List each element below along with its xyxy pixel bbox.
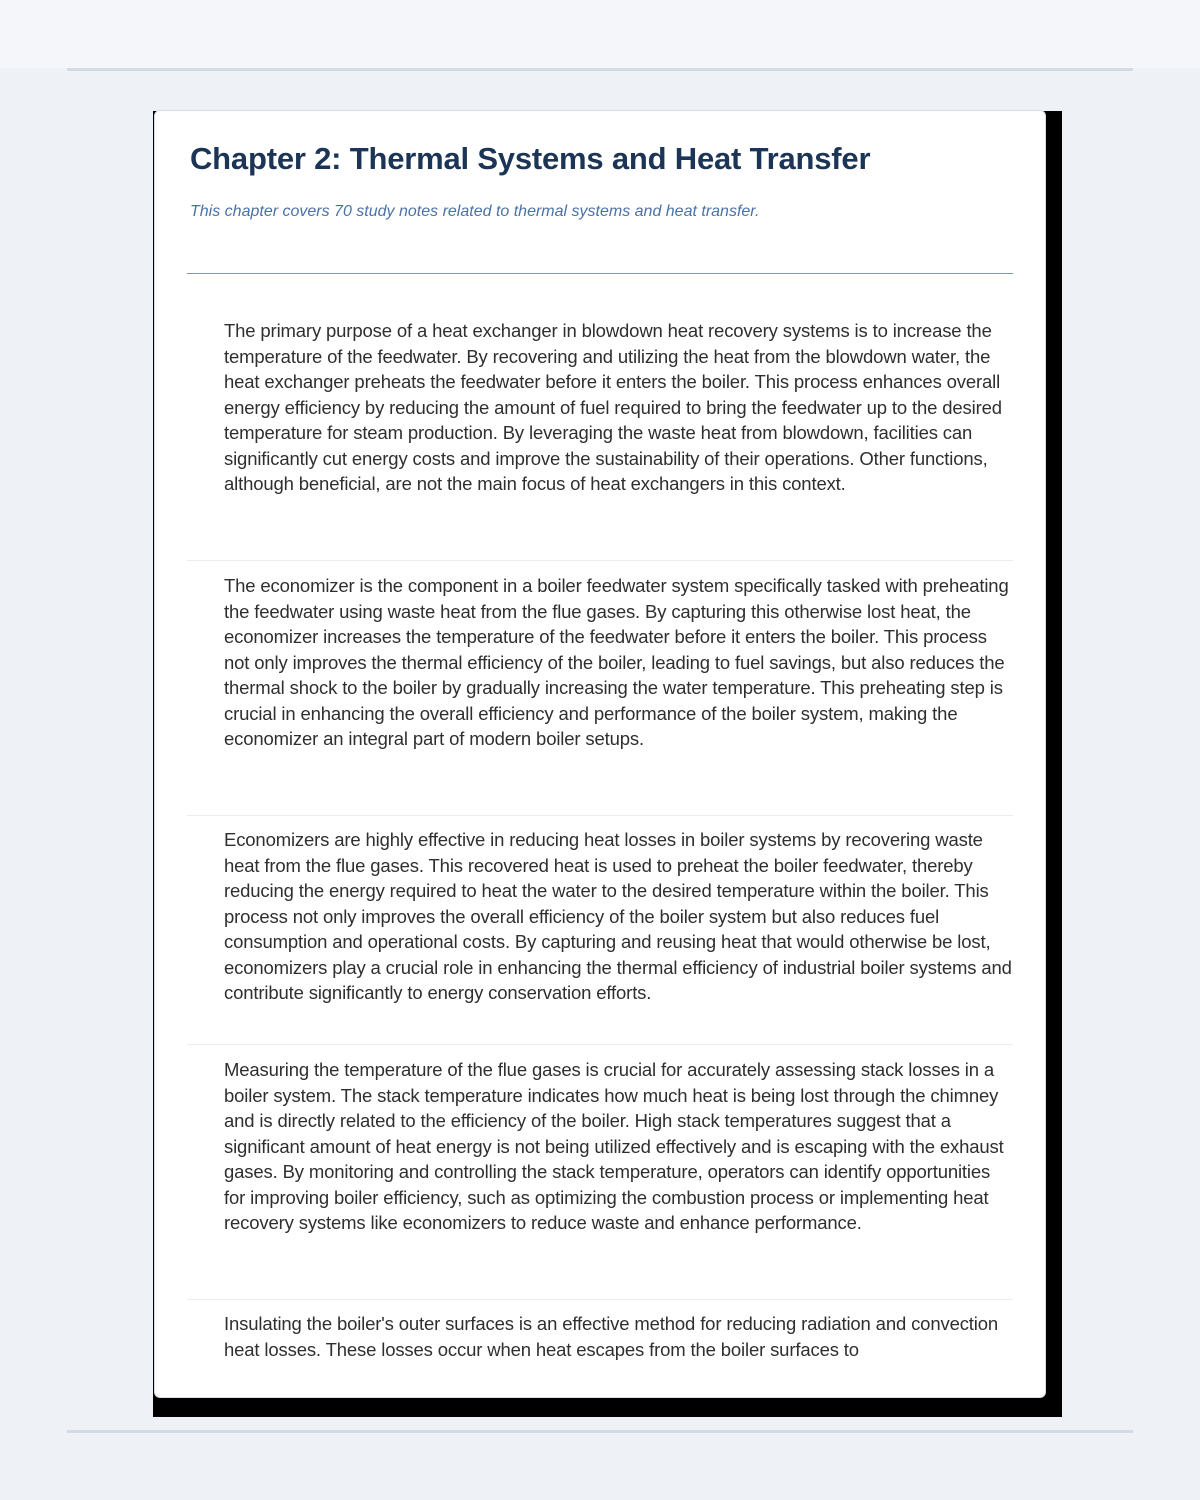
note-text: The primary purpose of a heat exchanger in blowdown heat recovery systems is to increase the temperature of the feedwater. By recovering and utilizing the heat from the blowdown water, the heat exchanger preheats the feedwater before it enters the boiler. This process enhances overall energy efficiency by reducing the amount of fuel required to bring the feedwater up to the desired temperature for steam production. By leveraging the waste heat from blowdown, facilities can significantly cut energy costs and improve the sustainability of their operations. Other functions, although beneficial, are not the main focus of heat exchangers in this context.	[224, 320, 1002, 494]
chapter-title: Chapter 2: Thermal Systems and Heat Transfer	[190, 141, 871, 176]
note-divider	[187, 1299, 1013, 1300]
note-divider	[187, 560, 1013, 561]
note-text: Economizers are highly effective in reducing heat losses in boiler systems by recovering waste heat from the flue gases. This recovered heat is used to preheat the boiler feedwater, thereby reducing the energy required to heat the water to the desired temperature within the boiler. This process not only improves the overall efficiency of the boiler system but also reduces fuel consumption and operational costs. By capturing and reusing heat that would otherwise be lost, economizers play a crucial role in enhancing the thermal efficiency of industrial boiler systems and contribute significantly to energy conservation efforts.	[224, 829, 1012, 1003]
study-note	[187, 1057, 1013, 1236]
note-text: Insulating the boiler's outer surfaces is an effective method for reducing radiation and convection heat losses. These losses occur when heat escapes from the boiler surfaces to	[224, 1313, 999, 1360]
header-divider	[187, 273, 1013, 274]
study-note	[187, 318, 1013, 497]
bottom-rule	[67, 1430, 1133, 1433]
chapter-subtitle: This chapter covers 70 study notes related to thermal systems and heat transfer.	[190, 203, 760, 220]
study-note	[187, 827, 1013, 1006]
note-divider	[187, 815, 1013, 816]
note-text: The economizer is the component in a boiler feedwater system specifically tasked with preheating the feedwater using waste heat from the flue gases. By capturing this otherwise lost heat, the economizer increases the temperature of the feedwater before it enters the boiler. This process not only improves the thermal efficiency of the boiler, leading to fuel savings, but also reduces the thermal shock to the boiler by gradually increasing the water temperature. This preheating step is crucial in enhancing the overall efficiency and performance of the boiler system, making the economizer an integral part of modern boiler setups.	[224, 575, 1009, 749]
note-divider	[187, 1044, 1013, 1045]
top-band	[0, 0, 1200, 68]
note-text: Measuring the temperature of the flue gases is crucial for accurately assessing stack losses in a boiler system. The stack temperature indicates how much heat is being lost through the chimney and is directly related to the efficiency of the boiler. High stack temperatures suggest that a significant amount of heat energy is not being utilized effectively and is escaping with the exhaust gases. By monitoring and controlling the stack temperature, operators can identify opportunities for improving boiler efficiency, such as optimizing the combustion process or implementing heat recovery systems like economizers to reduce waste and enhance performance.	[224, 1059, 1004, 1233]
study-note	[187, 573, 1013, 752]
study-note	[187, 1311, 1013, 1362]
top-rule	[67, 68, 1133, 71]
document-page[interactable]	[154, 110, 1046, 1398]
